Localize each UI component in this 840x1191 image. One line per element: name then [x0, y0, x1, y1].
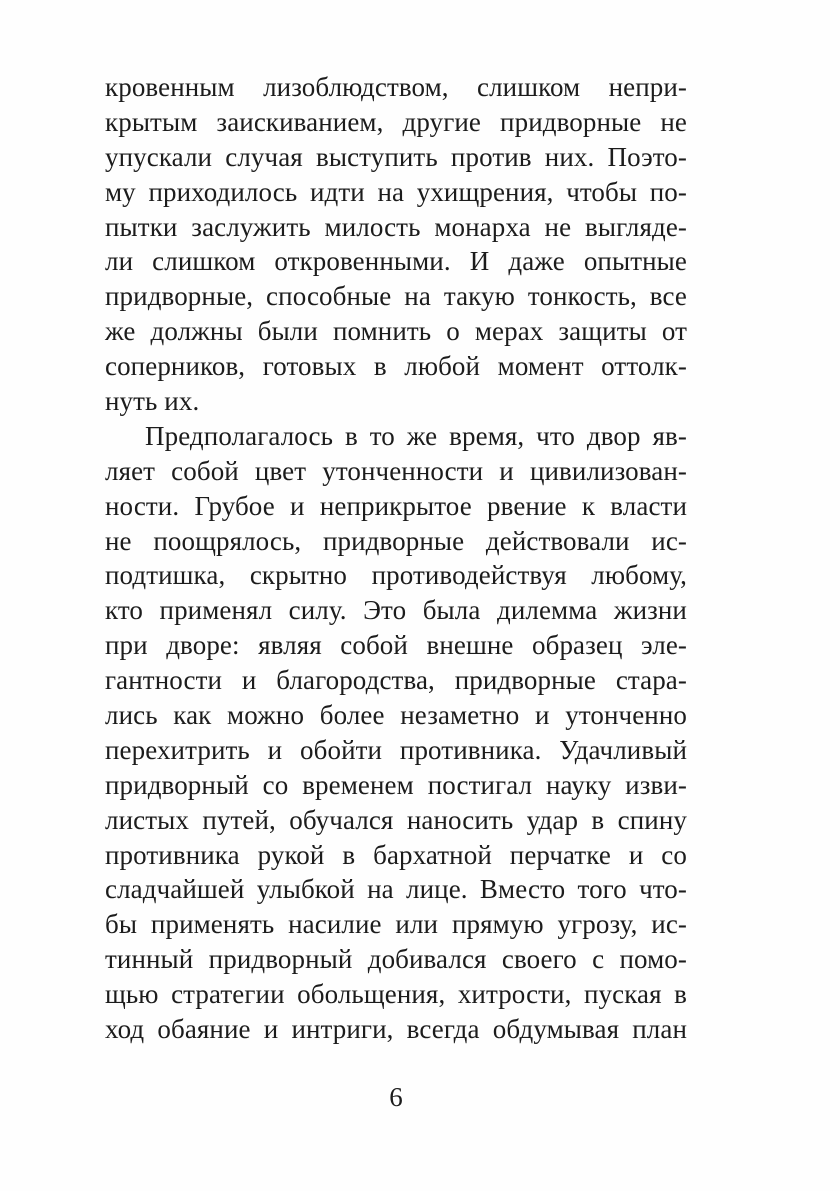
paragraph	[105, 70, 687, 419]
text-line: упускали случая выступить против них. Поэто-	[105, 141, 687, 172]
text-line: подтишка, скрытно противодействуя любому,	[105, 560, 687, 591]
text-line: крытым заискиванием, другие придворные не	[105, 106, 687, 137]
text-line: кровенным лизоблюдством, слишком непри-	[105, 72, 687, 102]
text-line: соперников, готовых в любой момент оттолк-	[105, 351, 687, 382]
text-line: ход обаяние и интриги, всегда обдумывая план	[105, 1014, 687, 1045]
text-line: придворные, способные на такую тонкость, все	[105, 281, 687, 312]
text-line: при дворе: являя собой внешне образец эле-	[105, 630, 687, 661]
text-line: нуть их.	[105, 386, 200, 417]
text-line: лись как можно более незаметно и утонченно	[105, 700, 687, 731]
text-line: не поощрялось, придворные действовали ис-	[105, 525, 687, 556]
text-line: придворный со временем постигал науку изви-	[105, 769, 687, 800]
text-line: щью стратегии обольщения, хитрости, пуская в	[105, 979, 687, 1010]
text-line: пытки заслужить милость монарха не выгляде-	[105, 211, 687, 242]
paragraph	[105, 419, 687, 1047]
text-line: ляет собой цвет утонченности и цивилизован-	[105, 455, 687, 486]
text-line: Предполагалось в то же время, что двор яв-	[145, 420, 687, 451]
text-line: гантности и благородства, придворные стара-	[105, 665, 687, 696]
text-line: ли слишком откровенными. И даже опытные	[105, 246, 687, 277]
text-line: тинный придворный добивался своего с помо-	[105, 944, 687, 975]
text-line: же должны были помнить о мерах защиты от	[105, 316, 687, 347]
page-number: 6	[389, 1082, 403, 1112]
text-line: листых путей, обучался наносить удар в спину	[105, 804, 687, 835]
text-line: бы применять насилие или прямую угрозу, ис-	[105, 909, 687, 940]
text-line: му приходилось идти на ухищрения, чтобы по-	[105, 176, 687, 207]
text-line: сладчайшей улыбкой на лице. Вместо того что-	[105, 874, 687, 905]
text-block	[105, 70, 687, 1047]
text-line: кто применял силу. Это была дилемма жизни	[105, 595, 687, 626]
text-line: противника рукой в бархатной перчатке и со	[105, 839, 687, 870]
text-line: ности. Грубое и неприкрытое рвение к власти	[105, 490, 687, 521]
text-line: перехитрить и обойти противника. Удачливый	[105, 734, 687, 765]
